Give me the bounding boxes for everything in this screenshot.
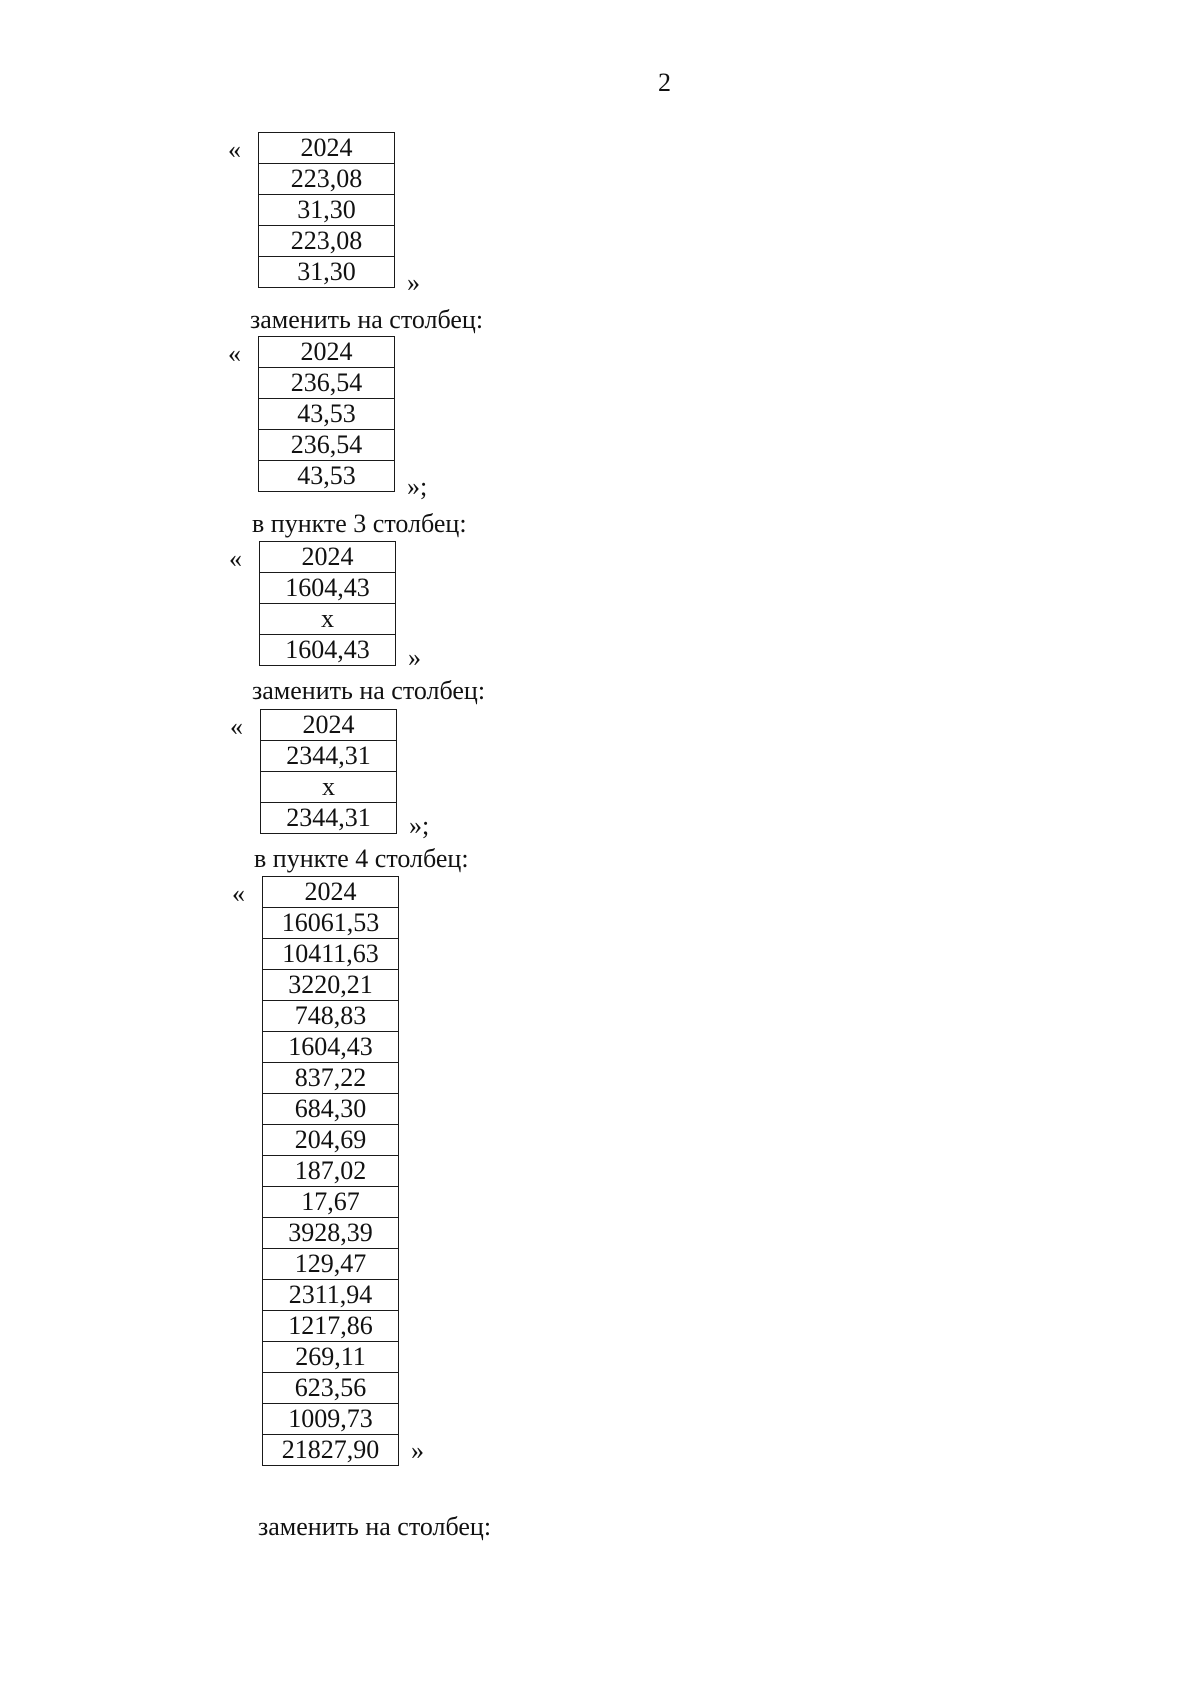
table-row (263, 1280, 399, 1311)
table-row (263, 1311, 399, 1342)
table-row (259, 337, 395, 368)
table-row (263, 1187, 399, 1218)
table-cell: 204,69 (263, 1125, 399, 1156)
table-cell: 10411,63 (263, 939, 399, 970)
table-row (261, 772, 397, 803)
value-column-table (259, 541, 396, 666)
table-cell: 43,53 (259, 399, 395, 430)
table-cell: 1009,73 (263, 1404, 399, 1435)
table-cell: 129,47 (263, 1249, 399, 1280)
table-cell: 21827,90 (263, 1435, 399, 1466)
closing-quote: » (411, 1436, 424, 1465)
table-row (259, 226, 395, 257)
closing-quote: »; (407, 472, 428, 501)
table-cell: 684,30 (263, 1094, 399, 1125)
column-block-2 (228, 336, 428, 501)
table-row (263, 1032, 399, 1063)
column-block-5 (232, 876, 424, 1466)
table-row (261, 803, 397, 834)
table-row (260, 635, 396, 666)
table-cell: 2024 (260, 542, 396, 573)
table-cell: 16061,53 (263, 908, 399, 939)
table-row (259, 461, 395, 492)
table-cell: 2024 (263, 877, 399, 908)
table-cell: 2024 (259, 337, 395, 368)
table-row (263, 1063, 399, 1094)
value-column-table (262, 876, 399, 1466)
table-cell: 31,30 (259, 195, 395, 226)
table-row (259, 257, 395, 288)
table-cell: 2024 (259, 133, 395, 164)
table-cell: 187,02 (263, 1156, 399, 1187)
table-row (263, 1373, 399, 1404)
table-row (263, 1156, 399, 1187)
table-row (261, 710, 397, 741)
table-row (260, 542, 396, 573)
table-cell: 1217,86 (263, 1311, 399, 1342)
table-row (259, 133, 395, 164)
table-cell: 223,08 (259, 164, 395, 195)
table-cell: 31,30 (259, 257, 395, 288)
column-block-1 (228, 132, 420, 297)
table-row (263, 1404, 399, 1435)
table-row (263, 1342, 399, 1373)
table-row (260, 604, 396, 635)
table-row (261, 741, 397, 772)
table-row (260, 573, 396, 604)
table-cell: 3220,21 (263, 970, 399, 1001)
table-cell: 43,53 (259, 461, 395, 492)
table-cell: 223,08 (259, 226, 395, 257)
table-cell: 1604,43 (260, 573, 396, 604)
column-block-4 (230, 709, 430, 840)
table-cell: 1604,43 (263, 1032, 399, 1063)
table-cell: 3928,39 (263, 1218, 399, 1249)
opening-quote: « (232, 879, 245, 908)
table-row (263, 970, 399, 1001)
table-row (259, 430, 395, 461)
instruction-text-3: заменить на столбец: (252, 676, 486, 705)
opening-quote: « (229, 544, 242, 573)
table-row (263, 877, 399, 908)
table-cell: x (260, 604, 396, 635)
table-row (259, 164, 395, 195)
table-cell: 623,56 (263, 1373, 399, 1404)
table-cell: 837,22 (263, 1063, 399, 1094)
table-row (263, 1435, 399, 1466)
table-row (263, 1001, 399, 1032)
instruction-text-4: в пункте 4 столбец: (254, 844, 469, 873)
table-row (263, 908, 399, 939)
closing-quote: » (407, 268, 420, 297)
table-cell: 2024 (261, 710, 397, 741)
table-row (259, 195, 395, 226)
table-cell: 269,11 (263, 1342, 399, 1373)
table-cell: 236,54 (259, 430, 395, 461)
table-row (259, 368, 395, 399)
table-cell: 2344,31 (261, 803, 397, 834)
closing-quote: »; (409, 811, 430, 840)
table-cell: x (261, 772, 397, 803)
opening-quote: « (230, 712, 243, 741)
table-row (263, 1218, 399, 1249)
value-column-table (258, 132, 395, 288)
table-cell: 17,67 (263, 1187, 399, 1218)
table-row (263, 1094, 399, 1125)
page-number: 2 (658, 68, 671, 97)
table-cell: 1604,43 (260, 635, 396, 666)
column-block-3 (229, 541, 421, 672)
table-row (259, 399, 395, 430)
table-row (263, 1249, 399, 1280)
table-row (263, 1125, 399, 1156)
table-cell: 236,54 (259, 368, 395, 399)
table-row (263, 939, 399, 970)
table-cell: 2344,31 (261, 741, 397, 772)
value-column-table (258, 336, 395, 492)
opening-quote: « (228, 339, 241, 368)
opening-quote: « (228, 135, 241, 164)
instruction-text-1: заменить на столбец: (250, 305, 484, 334)
table-cell: 2311,94 (263, 1280, 399, 1311)
instruction-text-5: заменить на столбец: (258, 1512, 492, 1541)
table-cell: 748,83 (263, 1001, 399, 1032)
closing-quote: » (408, 643, 421, 672)
instruction-text-2: в пункте 3 столбец: (252, 509, 467, 538)
value-column-table (260, 709, 397, 834)
